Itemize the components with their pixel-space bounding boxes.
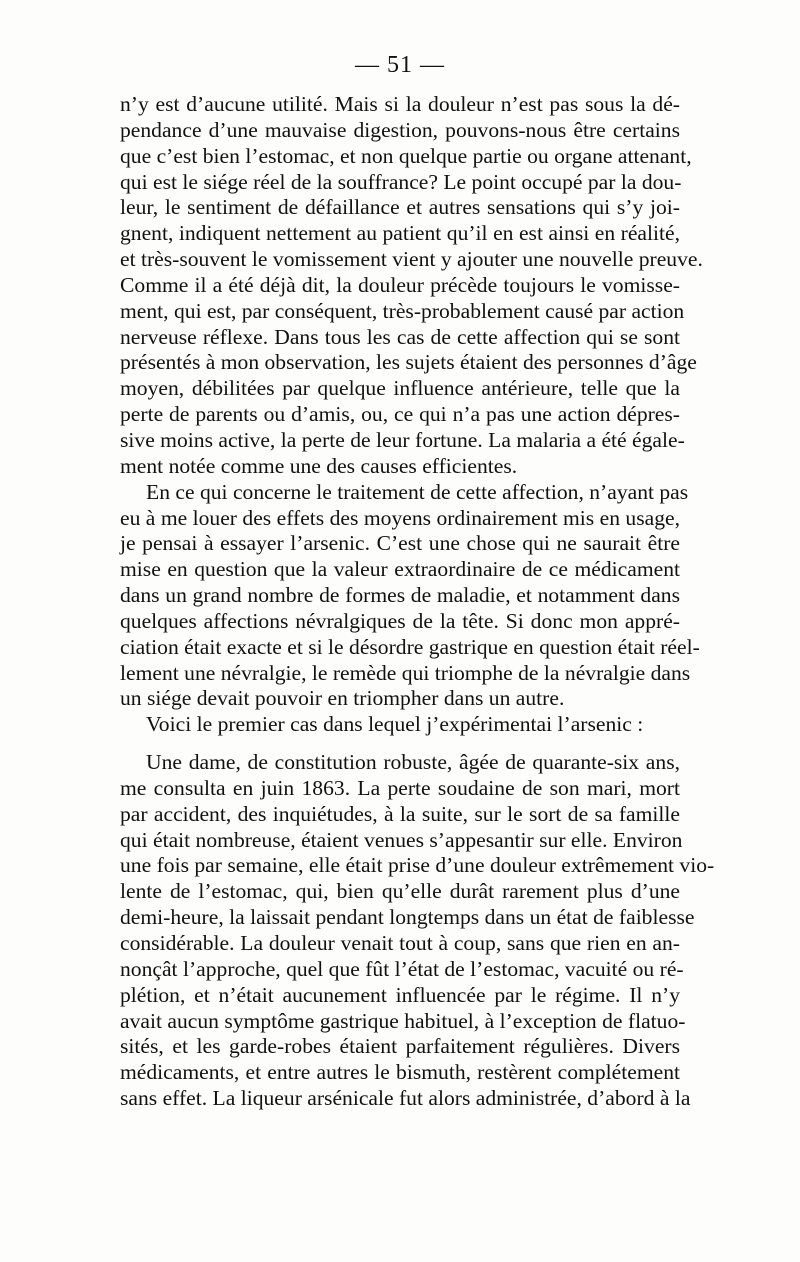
text-line: eu à me louer des effets des moyens ordinairement mis en usage, [120, 505, 680, 530]
text-line: demi-heure, la laissait pendant longtemps dans un état de faiblesse [120, 905, 695, 930]
text-line: avait aucun symptôme gastrique habituel, à l’exception de flatuo- [120, 1008, 686, 1033]
text-line: pendance d’une mauvaise digestion, pouvons-nous être certains [120, 117, 680, 142]
text-line: Comme il a été déjà dit, la douleur précède toujours le vomisse- [120, 272, 680, 297]
text-line: un siége devait pouvoir en triompher dans un autre. [120, 686, 565, 711]
text-line: nerveuse réflexe. Dans tous les cas de cette affection qui se sont [120, 324, 680, 349]
text-line: sive moins active, la perte de leur fortune. La malaria a été égale- [120, 427, 685, 452]
text-line: je pensai à essayer l’arsenic. C’est une chose qui ne saurait être [120, 531, 680, 556]
text-line: et très-souvent le vomissement vient y ajouter une nouvelle preuve. [120, 247, 703, 272]
text-line: ciation était exacte et si le désordre gastrique en question était réel- [120, 634, 700, 659]
paragraph [120, 92, 703, 480]
text-line: Voici le premier cas dans lequel j’expérimentai l’arsenic : [146, 712, 644, 737]
paragraph-gap [120, 738, 680, 750]
text-line: me consulta en juin 1863. La perte soudaine de son mari, mort [120, 775, 680, 800]
text-line: sités, et les garde-robes étaient parfaitement régulières. Divers [120, 1034, 680, 1059]
text-line: qui est le siége réel de la souffrance? Le point occupé par la dou- [120, 169, 682, 194]
text-line: par accident, des inquiétudes, à la suite, sur le sort de sa famille [120, 801, 680, 826]
text-line: moyen, débilitées par quelque influence antérieure, telle que la [120, 376, 680, 401]
paragraph [120, 712, 680, 738]
text-line: lente de l’estomac, qui, bien qu’elle durât rarement plus d’une [120, 879, 680, 904]
paragraph [120, 750, 715, 1112]
text-line: lement une névralgie, le remède qui triomphe de la névralgie dans [120, 660, 691, 685]
text-line: présentés à mon observation, les sujets étaient des personnes d’âge [120, 350, 697, 375]
text-line: Une dame, de constitution robuste, âgée de quarante-six ans, [146, 750, 680, 775]
body-text [120, 92, 715, 1112]
text-line: ment notée comme une des causes efficientes. [120, 453, 518, 478]
text-line: que c’est bien l’estomac, et non quelque partie ou organe attenant, [120, 143, 692, 168]
paragraph [120, 479, 700, 713]
text-line: perte de parents ou d’amis, ou, ce qui n’a pas une action dépres- [120, 402, 680, 427]
text-line: dans un grand nombre de formes de maladie, et notamment dans [120, 583, 680, 608]
page-number: — 51 — [355, 52, 445, 78]
text-line: gnent, indiquent nettement au patient qu’il en est ainsi en réalité, [120, 221, 680, 246]
text-line: médicaments, et entre autres le bismuth, restèrent complétement [120, 1060, 680, 1085]
text-line: sans effet. La liqueur arsénicale fut alors administrée, d’abord à la [120, 1086, 691, 1111]
text-line: ment, qui est, par conséquent, très-probablement causé par action [120, 298, 685, 323]
text-line: considérable. La douleur venait tout à coup, sans que rien en an- [120, 931, 680, 955]
text-line: nonçât l’approche, quel que fût l’état de l’estomac, vacuité ou ré- [120, 956, 684, 981]
text-line: En ce qui concerne le traitement de cette affection, n’ayant pas [146, 479, 689, 504]
text-line: n’y est d’aucune utilité. Mais si la douleur n’est pas sous la dé- [120, 92, 680, 116]
text-line: plétion, et n’était aucunement influencée par le régime. Il n’y [120, 982, 680, 1007]
text-line: leur, le sentiment de défaillance et autres sensations qui s’y joi- [120, 195, 680, 220]
text-line: mise en question que la valeur extraordinaire de ce médicament [120, 557, 680, 582]
text-line: une fois par semaine, elle était prise d’une douleur extrêmement vio- [120, 853, 715, 878]
text-line: quelques affections névralgiques de la tête. Si donc mon appré- [120, 608, 680, 633]
text-line: qui était nombreuse, étaient venues s’appesantir sur elle. Environ [120, 827, 683, 852]
